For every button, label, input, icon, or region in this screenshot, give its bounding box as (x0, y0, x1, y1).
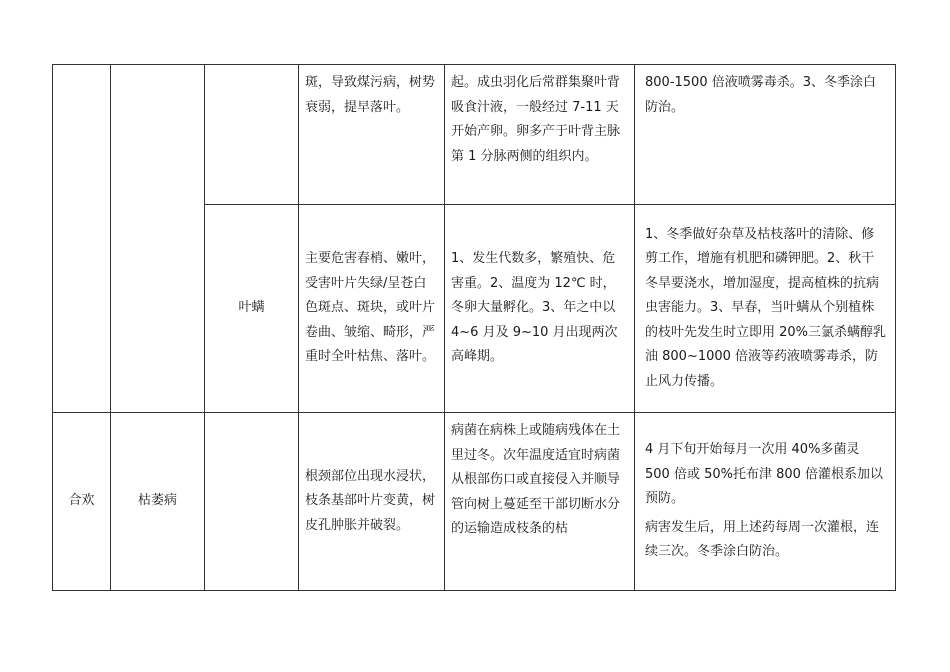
habits-cell (445, 205, 635, 413)
plant-cell (53, 65, 111, 413)
pest-cell (205, 413, 299, 591)
disease-cell (111, 65, 205, 413)
habits-cell (445, 65, 635, 205)
symptoms-cell (299, 65, 445, 205)
control-text: 1、冬季做好杂草及枯枝落叶的清除、修剪工作，增施有机肥和磷钾肥。2、秋干冬旱要浇水，增加湿度，提高植株的抗病虫害能力。3、早春，当叶螨从个别植株的枝叶先发生时立即用 20%三氯杀螨醇乳油 800~1000 倍液等药液喷雾毒杀，防止风力传播。 (645, 226, 887, 389)
plant-cell (53, 413, 111, 591)
pest-name: 叶螨 (238, 300, 265, 316)
pest-cell (205, 65, 299, 205)
table-row (53, 65, 896, 205)
disease-cell (111, 413, 205, 591)
table-row (53, 413, 896, 591)
symptoms-cell (299, 413, 445, 591)
disease-name: 枯萎病 (137, 493, 177, 509)
symptoms-text: 主要危害春梢、嫩叶，受害叶片失绿/呈苍白色斑点、斑块，或叶片卷曲、皱缩、畸形，严重时全叶枯焦、落叶。 (305, 251, 436, 365)
symptoms-text: 斑，导致煤污病，树势衰弱，提早落叶。 (305, 75, 436, 115)
habits-cell (445, 413, 635, 591)
control-text: 病害发生后，用上述药每周一次灌根，连续三次。冬季涂白防治。 (645, 519, 880, 560)
symptoms-text: 根颈部位出现水浸状，枝条基部叶片变黄，树皮孔肿胀并破裂。 (305, 468, 436, 533)
pest-control-table (52, 64, 896, 591)
plant-name: 合欢 (68, 493, 95, 509)
symptoms-cell (299, 205, 445, 413)
habits-text: 1、发生代数多，繁殖快、危害重。2、温度为 12℃ 时，冬卵大量孵化。3、年之中以 4~6 月及 9~10 月出现两次高峰期。 (451, 251, 618, 365)
habits-text: 病菌在病株上或随病残体在土里过冬。次年温度适宜时病菌从根部伤口或直接侵入并顺导管向树上蔓延至干部切断水分的运输造成枝条的枯 (451, 423, 621, 536)
control-cell (635, 205, 896, 413)
habits-text: 起。成虫羽化后常群集聚叶背吸食汁液，一般经过 7-11 天开始产卵。卵多产于叶背主脉第 1 分脉两侧的组织内。 (451, 75, 621, 164)
control-text: 800-1500 倍液喷雾毒杀。3、冬季涂白防治。 (645, 75, 876, 115)
control-cell (635, 413, 896, 591)
control-text: 4 月下旬开始每月一次用 40%多菌灵 500 倍或 50%托布津 800 倍灌根系加以预防。 (645, 442, 884, 507)
pest-cell (205, 205, 299, 413)
control-cell (635, 65, 896, 205)
